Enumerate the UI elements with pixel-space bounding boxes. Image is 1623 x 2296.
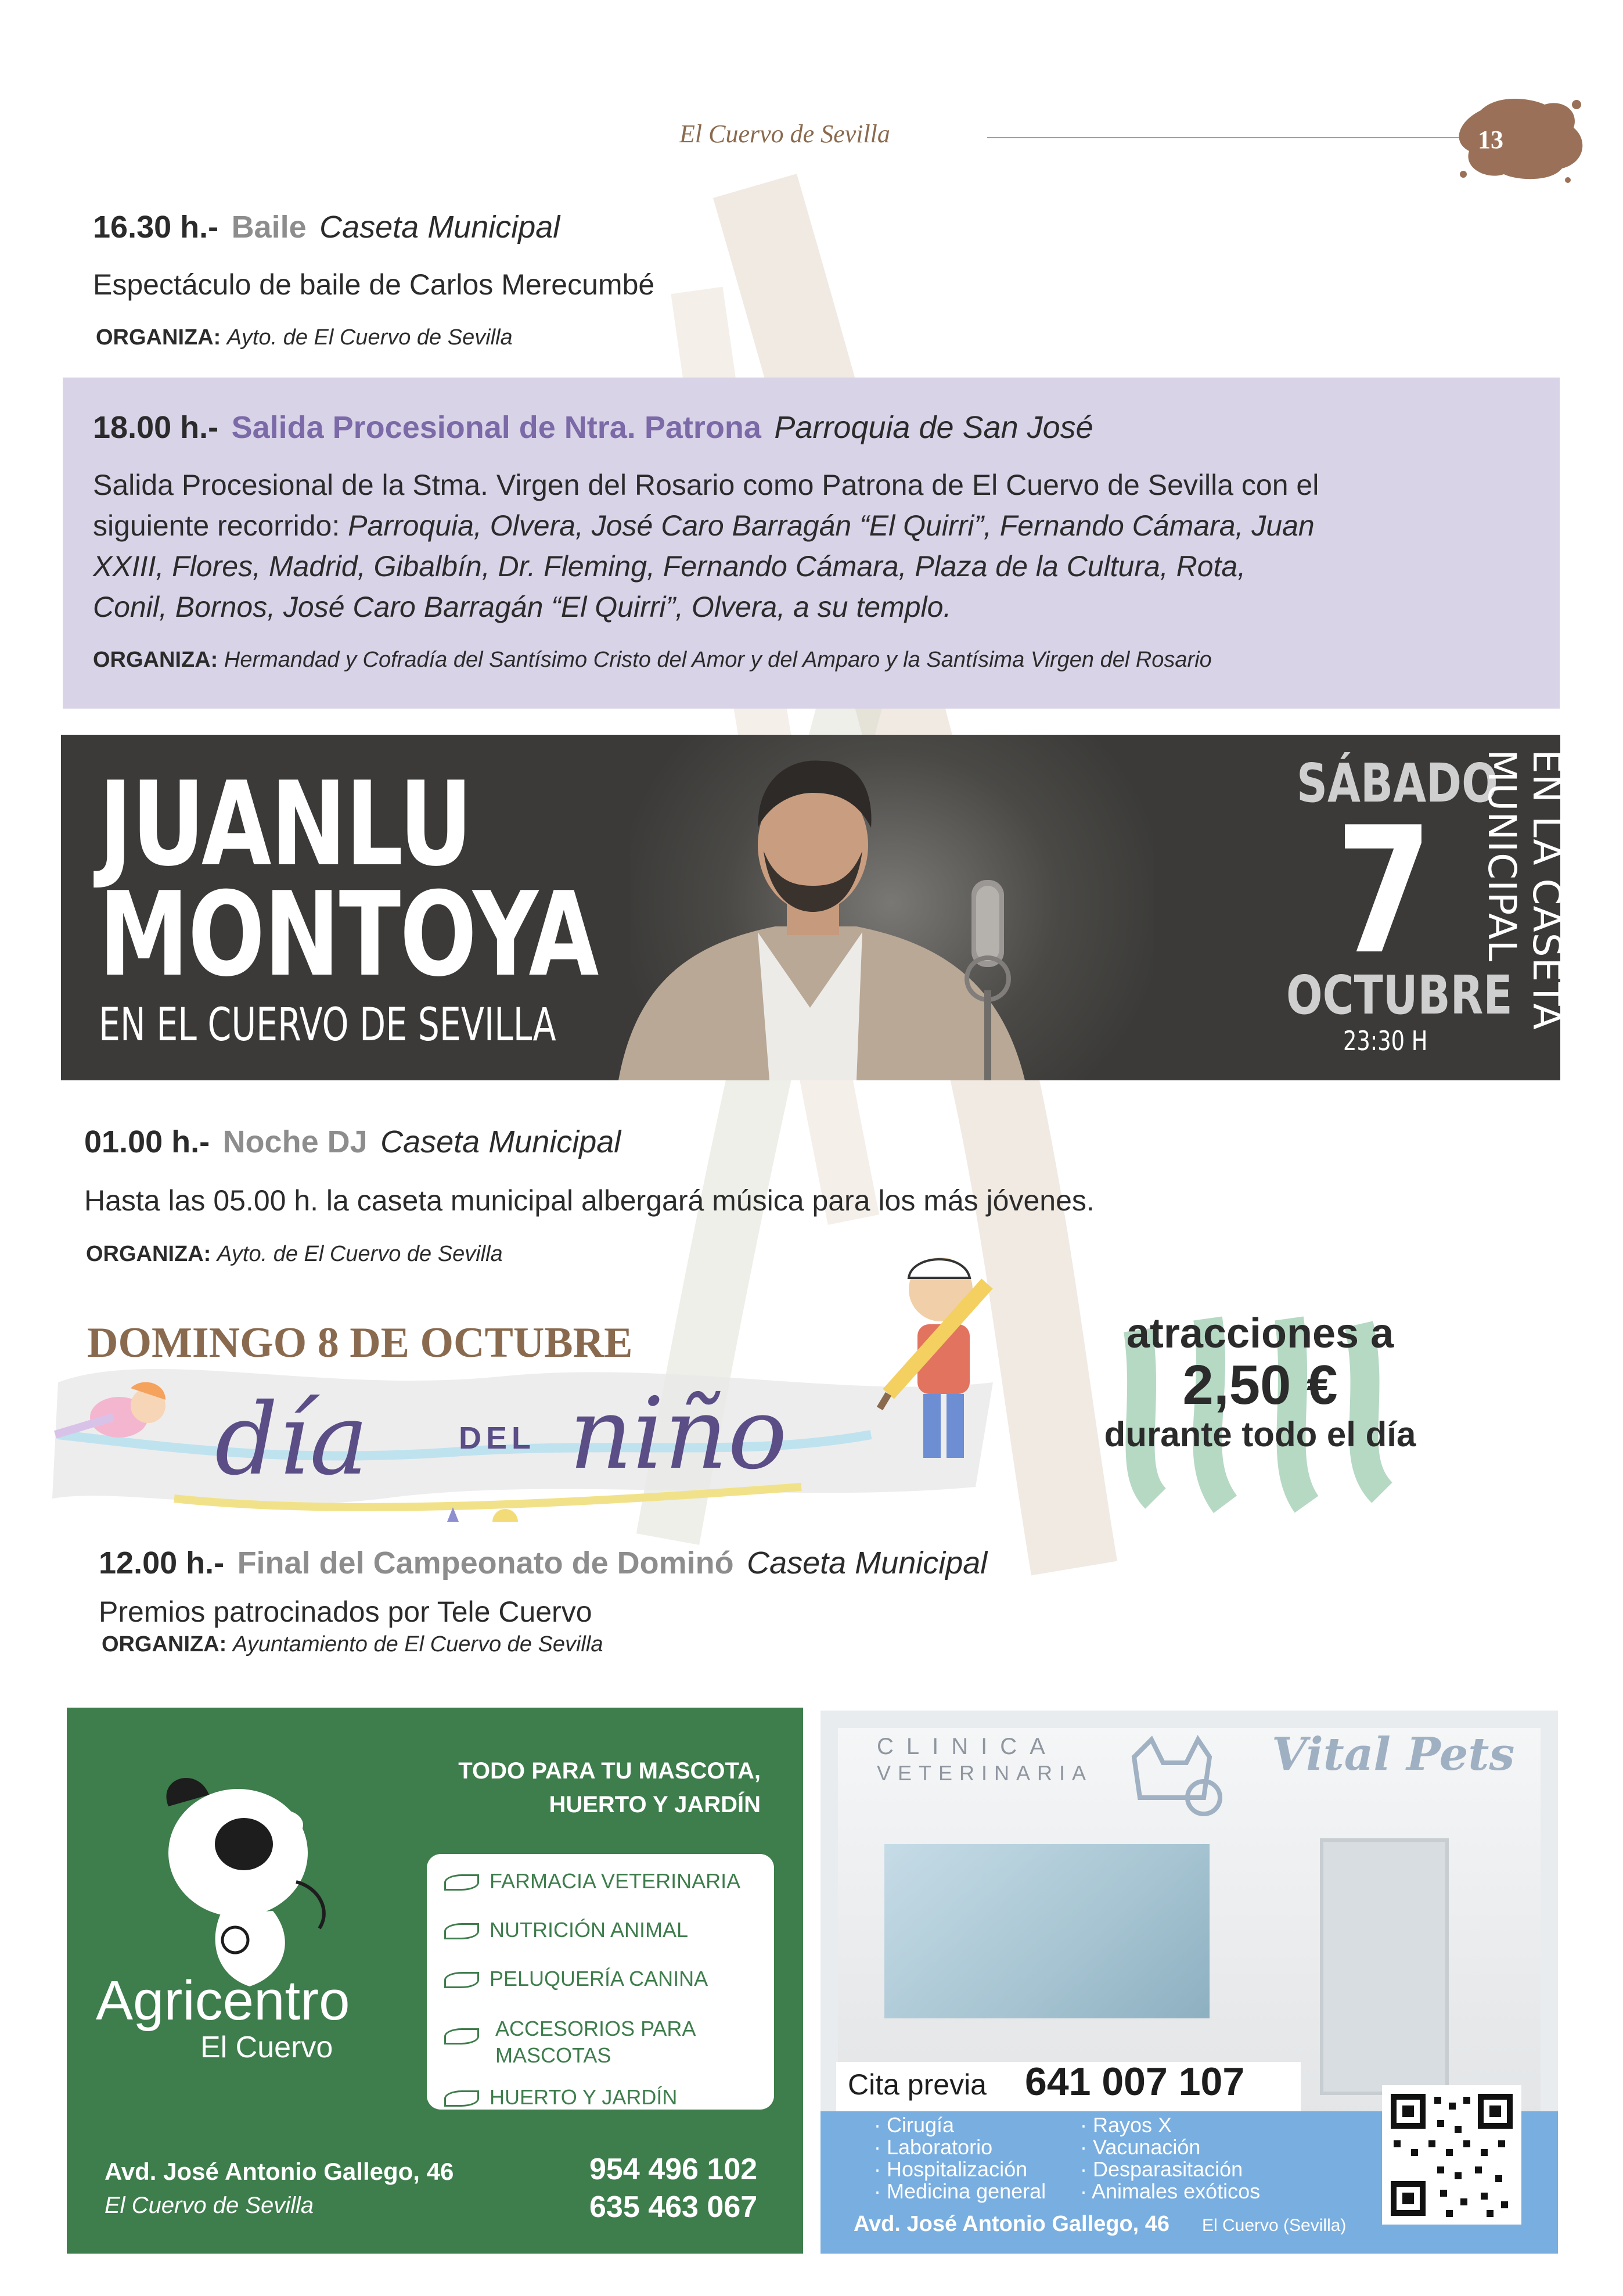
event-time: 18.00 h.- [93, 410, 219, 445]
artist-name-line1: JUANLU [99, 757, 472, 892]
leaf-icon [444, 1874, 479, 1891]
organizer-label: ORGANIZA: [86, 1242, 211, 1266]
running-title: El Cuervo de Sevilla [679, 120, 890, 148]
dia-script-text: día [215, 1382, 369, 1497]
description-text: siguiente recorrido: [93, 509, 348, 542]
description-line: Conil, Bornos, José Caro Barragán “El Quirri”, Olvera, a su templo. [93, 591, 952, 623]
organizer-name: Hermandad y Cofradía del Santísimo Cristo del Amor y del Amparo y la Santísima Virgen del Rosario [224, 648, 1212, 672]
event-place: Caseta Municipal [747, 1546, 988, 1580]
service-label-line: MASCOTAS [495, 2043, 611, 2067]
nino-script-text: niño [569, 1377, 787, 1492]
route-text: Parroquia, Olvera, José Caro Barragán “El Quirri”, Fernando Cámara, Juan [348, 509, 1315, 542]
qr-code-icon[interactable] [1382, 2085, 1521, 2225]
service-item: · Rayos X [1080, 2113, 1172, 2137]
agricentro-phone1: 954 496 102 [589, 2153, 758, 2186]
event-name: Baile [231, 210, 307, 245]
service-item: · Animales exóticos [1080, 2179, 1261, 2203]
event-place: Caseta Municipal [380, 1124, 621, 1159]
concert-banner [61, 735, 1560, 1080]
organizer-name: Ayto. de El Cuervo de Sevilla [226, 325, 513, 350]
dog-logo-icon [157, 1766, 348, 1992]
agricentro-brand-sub: El Cuervo [200, 2031, 333, 2064]
event-name: Noche DJ [222, 1124, 368, 1159]
event-place: Parroquia de San José [774, 410, 1093, 445]
attractions-line1: atracciones a [1126, 1310, 1394, 1357]
service-label-line: ACCESORIOS PARA [495, 2017, 696, 2040]
tagline-line: HUERTO Y JARDÍN [549, 1792, 761, 1817]
service-item [444, 1869, 740, 1893]
organizer-name: Ayto. de El Cuervo de Sevilla [217, 1242, 503, 1266]
organizer-name: Ayuntamiento de El Cuervo de Sevilla [232, 1632, 603, 1657]
clinic-line2: VETERINARIA [877, 1761, 1093, 1785]
page-number-splash [1446, 87, 1591, 186]
clinic-door [1320, 1838, 1449, 2095]
service-item: · Medicina general [874, 2179, 1046, 2203]
services-right [1080, 2114, 1260, 2202]
attractions-price: 2,50 € [1182, 1354, 1338, 1416]
event-organizer [102, 1632, 603, 1657]
cat-dog-logo-icon [1122, 1734, 1239, 1821]
service-item: · Hospitalización [874, 2157, 1028, 2181]
leaf-icon [444, 2028, 479, 2045]
service-item: · Laboratorio [874, 2135, 993, 2159]
organizer-label: ORGANIZA: [102, 1632, 227, 1657]
artist-subtitle: EN EL CUERVO DE SEVILLA [99, 999, 556, 1051]
service-item [444, 1918, 688, 1942]
event-organizer [86, 1242, 503, 1267]
attractions-line3: durante todo el día [1104, 1415, 1416, 1454]
clinic-window [884, 1844, 1210, 2018]
description-line [93, 505, 1527, 546]
service-label: PELUQUERÍA CANINA [490, 1967, 708, 1990]
del-script-text: DEL [459, 1421, 535, 1456]
page-number: 13 [1478, 125, 1503, 154]
service-label [495, 2015, 696, 2069]
vitalpets-phone: 641 007 107 [1025, 2060, 1245, 2104]
event-description: Premios patrocinados por Tele Cuervo [99, 1596, 592, 1628]
service-item [444, 2015, 696, 2069]
event-organizer [96, 325, 513, 350]
event-description: Espectáculo de baile de Carlos Merecumbé [93, 268, 655, 301]
event-description: Hasta las 05.00 h. la caseta municipal albergará música para los más jóvenes. [84, 1184, 1095, 1217]
event-header [99, 1545, 987, 1581]
event-name: Salida Procesional de Ntra. Patrona [231, 410, 761, 445]
leaf-icon [444, 1972, 479, 1988]
vitalpets-city: El Cuervo (Sevilla) [1202, 2216, 1347, 2235]
agricentro-address: Avd. José Antonio Gallego, 46 [105, 2158, 454, 2185]
concert-day-name: SÁBADO [1297, 752, 1498, 814]
agricentro-brand: Agricentro [96, 1970, 350, 2032]
fairy-girl-illustration [49, 1365, 200, 1469]
tagline-line: TODO PARA TU MASCOTA, [458, 1758, 761, 1784]
vitalpets-address: Avd. José Antonio Gallego, 46 [854, 2212, 1170, 2236]
concert-day-number: 7 [1336, 790, 1433, 993]
event-place: Caseta Municipal [319, 210, 560, 245]
event-description [93, 465, 1527, 627]
event-organizer [93, 648, 1212, 673]
cita-label: Cita previa [848, 2068, 987, 2101]
organizer-label: ORGANIZA: [93, 648, 218, 672]
clinic-line1: CLINICA [877, 1734, 1058, 1759]
event-time: 01.00 h.- [84, 1124, 210, 1159]
artist-name-line2: MONTOYA [99, 867, 598, 1003]
service-item: · Desparasitación [1080, 2157, 1243, 2181]
service-item: · Vacunación [1080, 2135, 1201, 2159]
service-label: NUTRICIÓN ANIMAL [490, 1918, 689, 1942]
description-line: XXIII, Flores, Madrid, Gibalbín, Dr. Fleming, Fernando Cámara, Plaza de la Cultura, Rota, [93, 550, 1246, 583]
domingo-heading: DOMINGO 8 DE OCTUBRE [87, 1319, 633, 1367]
concert-month: OCTUBRE [1286, 964, 1513, 1026]
header-rule [987, 137, 1469, 138]
leaf-icon [444, 1923, 479, 1939]
event-header [84, 1124, 621, 1160]
agricentro-phone2: 635 463 067 [589, 2190, 758, 2224]
agricentro-city: El Cuervo de Sevilla [105, 2193, 314, 2218]
event-time: 12.00 h.- [99, 1546, 225, 1580]
event-header [93, 209, 560, 245]
services-left [874, 2114, 1046, 2202]
leaf-icon [444, 2090, 479, 2107]
concert-time: 23:30 H [1343, 1025, 1428, 1057]
event-name: Final del Campeonato de Dominó [237, 1546, 734, 1580]
service-label: FARMACIA VETERINARIA [490, 1869, 741, 1893]
vitalpets-brand: Vital Pets [1272, 1728, 1515, 1781]
singer-photo [584, 735, 1106, 1080]
organizer-label: ORGANIZA: [96, 325, 221, 350]
service-item: · Cirugía [874, 2113, 955, 2137]
service-item [444, 2085, 677, 2110]
service-label: HUERTO Y JARDÍN [490, 2085, 678, 2109]
event-header [93, 409, 1093, 445]
concert-venue: EN LA CASETA MUNICIPAL [1480, 749, 1569, 1030]
agricentro-tagline [418, 1754, 761, 1821]
boy-with-pencil-illustration [877, 1243, 1028, 1475]
event-time: 16.30 h.- [93, 210, 219, 245]
service-item [444, 1967, 708, 1991]
description-line: Salida Procesional de la Stma. Virgen del Rosario como Patrona de El Cuervo de Sevilla con el [93, 469, 1319, 501]
